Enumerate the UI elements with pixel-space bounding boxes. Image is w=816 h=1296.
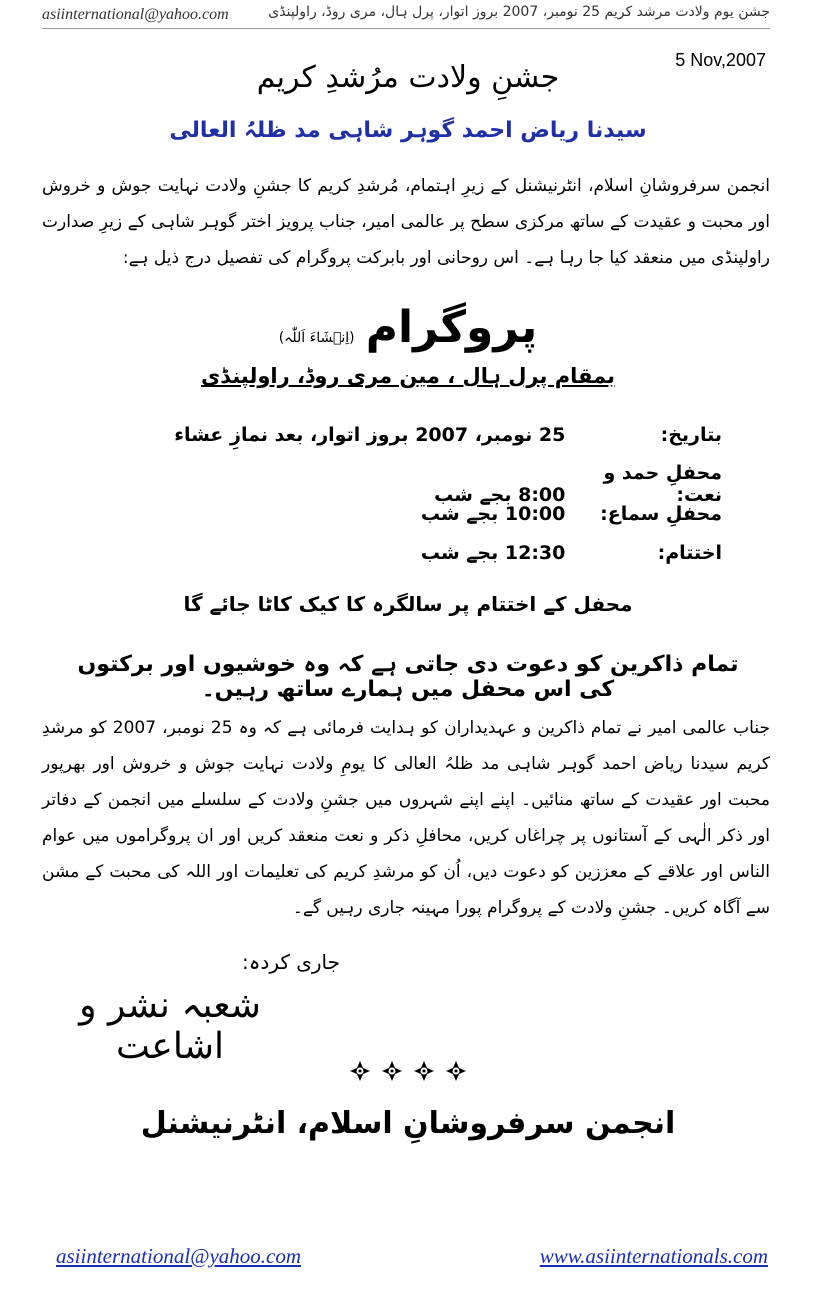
inshallah-note: (اِنۡشَاءَ اَللّٰہ) <box>278 330 355 346</box>
page-title: جشنِ ولادت مرُشدِ کریم <box>256 60 560 95</box>
header-divider <box>42 28 770 29</box>
issued-by-label: جاری کردہ: <box>241 950 340 974</box>
floral-star-icon <box>413 1060 435 1082</box>
schedule-value: 8:00 بجے شب <box>434 484 566 506</box>
venue <box>0 364 816 388</box>
floral-star-icon <box>445 1060 467 1082</box>
schedule-value: 12:30 بجے شب <box>420 542 566 564</box>
schedule-label: محفلِ سماع: <box>600 503 722 525</box>
cake-note: محفل کے اختتام پر سالگرہ کا کیک کاٹا جائے گا <box>183 592 633 616</box>
program-heading <box>0 302 816 353</box>
schedule-value: 10:00 بجے شب <box>420 503 566 525</box>
schedule-value: 25 نومبر، 2007 بروز اتوار، بعد نمازِ عشاء <box>174 424 566 446</box>
body-paragraph: جناب عالمی امیر نے تمام ذاکرین و عہدیداران کو ہدایت فرمائی ہے کہ وہ 25 نومبر، 2007 کو مرشدِ کریم سیدنا ریاض احمد گوہر شاہی مد ظلہُ العالی کا یومِ ولادت نہایت جوش و خروش اور بھرپور محبت اور عقیدت کے ساتھ منائیں۔ اپنے اپنے شہروں میں جشنِ ولادت کے سلسلے میں انجمن کے دفاتر اور ذکر الٰہی کے آستانوں پر چراغاں کریں، محافلِ ذکر و نعت منعقد کریں اور ان پروگراموں میں عوام الناس اور علاقے کے معززین کو دعوت دیں، اُن کو مرشدِ کریم کی تعلیمات اور اللہ کی محبت کے مشن سے آگاہ کریں۔ جشنِ ولادت کے پروگرام پورا مہینہ جاری رہیں گے۔ <box>42 718 770 918</box>
header-email[interactable]: asiinternational@yahoo.com <box>42 6 229 23</box>
schedule-row <box>162 542 722 576</box>
department-signature: شعبہ نشر و اشاعت <box>79 985 261 1067</box>
schedule-row <box>162 462 722 506</box>
schedule-row <box>162 503 722 537</box>
schedule-row <box>162 424 722 458</box>
ornament-row <box>0 1060 816 1082</box>
schedule-label: بتاریخ: <box>660 424 722 446</box>
footer-email-link[interactable]: asiinternational@yahoo.com <box>56 1244 302 1268</box>
intro-paragraph: انجمن سرفروشانِ اسلام، انٹرنیشنل کے زیرِ اہتمام، مُرشدِ کریم کا جشنِ ولادت نہایت جوش و خروش اور محبت و عقیدت کے ساتھ مرکزی سطح پر عالمی امیر، جناب پرویز اختر گوہر شاہی کے زیرِ صدارت راولپنڈی میں منعقد کیا جا رہا ہے۔ اس روحانی اور بابرکت پروگرام کی تفصیل درج ذیل ہے: <box>42 176 770 268</box>
organization-name: انجمن سرفروشانِ اسلام، انٹرنیشنل <box>140 1106 676 1141</box>
header-event-line: جشن یوم ولادت مرشد کریم 25 نومبر، 2007 بروز اتوار، پرل ہال، مری روڈ، راولپنڈی <box>268 4 770 20</box>
document-date: 5 Nov,2007 <box>675 50 766 70</box>
schedule-label: محفلِ حمد و نعت: <box>603 462 722 506</box>
footer-website-link[interactable]: www.asiinternationals.com <box>539 1244 768 1268</box>
venue-text: بمقام پرل ہال ، مین مری روڈ، راولپنڈی <box>200 364 616 388</box>
schedule-label: اختتام: <box>657 542 722 564</box>
subtitle: سیدنا ریاض احمد گوہر شاہی مد ظلہُ العالی <box>169 118 647 143</box>
floral-star-icon <box>381 1060 403 1082</box>
floral-star-icon <box>349 1060 371 1082</box>
program-title: پروگرام <box>365 302 538 353</box>
invitation: تمام ذاکرین کو دعوت دی جاتی ہے کہ وہ خوشیوں اور برکتوں کی اس محفل میں ہمارے ساتھ رہیں۔ <box>77 652 739 702</box>
